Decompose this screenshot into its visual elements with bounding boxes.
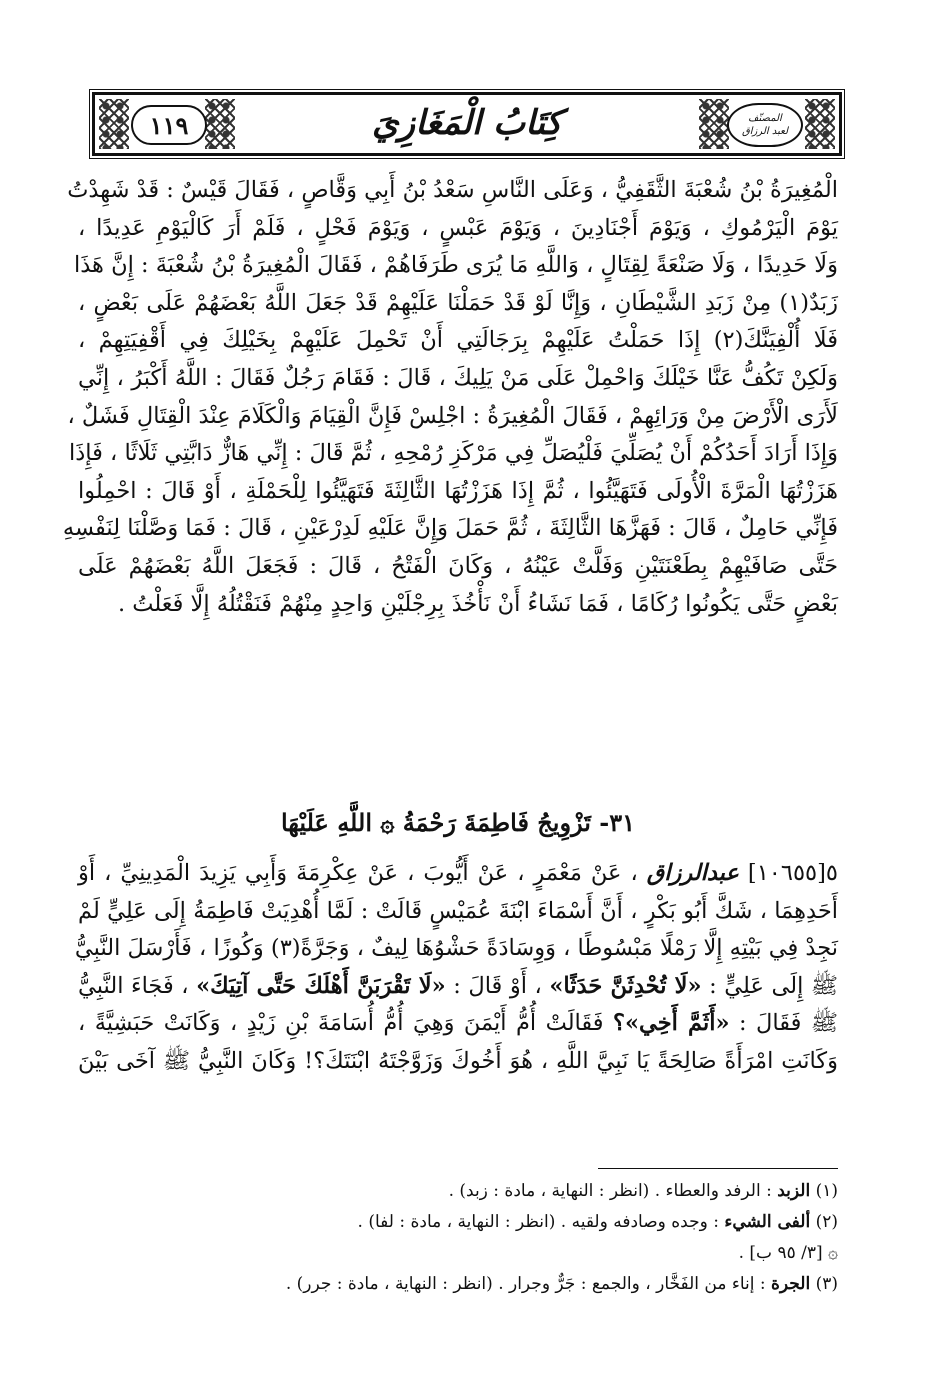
page-number: ١١٩ xyxy=(131,105,207,145)
footnote-term: ألفى الشيء xyxy=(724,1212,811,1232)
text-line: يَوْمَ الْيَرْمُوكِ ، وَيَوْمَ أَجْنَادِينَ ، وَيَوْمَ عَبْسٍ ، وَيَوْمَ فَحْلٍ ، فَلَمْ أَرَ كَالْيَوْمِ عَدِيدًا ، xyxy=(78,214,838,241)
footnote-term: الجرة xyxy=(771,1274,811,1294)
text-line: لَأَرَى الْأَرْضَ مِنْ وَرَائِهِمْ ، فَقَالَ الْمُغِيرَةُ : اجْلِسْ فَإِنَّ الْقِيَامَ وَالْكَلَامَ عِنْدَ الْقِتَالِ فَشَلٌ ، xyxy=(67,402,838,429)
text-line: بَعْضٍ حَتَّى يَكُونُوا رُكَامًا ، فَمَا نَشَاءُ أَنْ نَأْخُذَ بِرِجْلَيْنِ وَاحِدٍ مِنْهُمْ فَنَقْتُلُهُ إِلَّا فَعَلْتُ . xyxy=(117,590,838,617)
hadith-number: ٥[١٠٦٥٥] xyxy=(747,860,839,886)
text-line xyxy=(78,855,838,893)
prophetic-quote: «لَا تَقْرَبَنَّ أَهْلَكَ حَتَّى آتِيَكَ» xyxy=(196,972,446,999)
book-title: كِتَابُ الْمَغَازِيَ xyxy=(372,103,562,143)
footnote-divider xyxy=(598,1168,838,1169)
text-segment: ﷺ فَقَالَ : xyxy=(739,1010,839,1037)
manuscript-reference: ۞ [٣/ ٩٥ ب] . xyxy=(738,1243,838,1263)
text-line xyxy=(78,1005,838,1043)
header-ornament-left-inner xyxy=(205,99,235,149)
text-line: أَحَدِهِمَا ، شَكَّ أَبُو بَكْرٍ ، أَنَّ أَسْمَاءَ ابْنَةَ عُمَيْسٍ قَالَتْ : لَمَّا أُهْدِيَتْ فَاطِمَةُ إِلَى عَلِيٍّ لَمْ xyxy=(78,897,838,924)
text-line: وَإِذَا أَرَادَ أَحَدُكُمْ أَنْ يُصَلِّيَ فَلْيُصَلِّ فِي مَرْكَزِ رُمْحِهِ ، ثُمَّ قَالَ : إِنِّي هَازٌّ دَابَّتِي ثَلَاثًا ، فَإِذَا xyxy=(69,440,838,467)
logo-line-1: المصنّف xyxy=(748,113,782,124)
text-line: فَلَا أُلْفِيَنَّكَ(٢) إِذَا حَمَلْتُ عَلَيْهِمْ بِرَجَالَتِي أَنْ تَحْمِلَ عَلَيْهِمْ بِخَيْلِكَ فِي أَقْفِيَتِهِمْ ، xyxy=(78,327,838,354)
footnote-term: الزبد xyxy=(777,1181,811,1201)
text-line xyxy=(78,968,838,1006)
prophetic-quote: «أَثَمَّ أَخِي»؟ xyxy=(613,1010,730,1037)
paragraph-main xyxy=(62,172,838,623)
footnote-text: : وجده وصادفه ولقيه . (انظر : النهاية ، مادة : لفا) . xyxy=(357,1212,719,1232)
footnote-3 xyxy=(78,1269,838,1300)
book-logo xyxy=(727,103,803,147)
footnote-text: : الرفد والعطاء . (انظر : النهاية ، مادة : زبد) . xyxy=(448,1181,772,1201)
footnote-number: (٢) xyxy=(815,1212,838,1232)
text-line: وَلَكِنْ تَكُفُّ عَنَّا خَيْلَكَ وَاحْمِلْ عَلَى مَنْ يَلِيكَ ، قَالَ : فَقَامَ رَجُلٌ فَقَالَ : اللَّهُ أَكْبَرُ ، إِنِّي xyxy=(78,364,838,391)
footnote-1 xyxy=(78,1176,838,1207)
narrator-name: عبدالرزاق xyxy=(646,860,739,886)
footnote-number: (١) xyxy=(815,1181,838,1201)
page-header xyxy=(92,92,842,156)
logo-line-2: لعبد الرزاق xyxy=(741,126,789,137)
text-line: الْمُغِيرَةُ بْنُ شُعْبَةَ الثَّقَفِيُّ ، وَعَلَى النَّاسِ سَعْدُ بْنُ أَبِي وَقَّاصٍ ، فَقَالَ قَيْسٌ : قَدْ شَهِدْتُ xyxy=(67,177,838,203)
footnote-2 xyxy=(78,1207,838,1238)
section-heading: ٣١- تَزْوِيجُ فَاطِمَةَ رَحْمَةُ ۞ اللَّهِ عَلَيْهَا xyxy=(280,808,636,837)
footnote-text: : إناء من الفَخَّار ، والجمع : جَرٌّ وجرار . (انظر : النهاية ، مادة : جرر) . xyxy=(285,1274,766,1294)
text-line: فَإِنِّي حَامِلٌ ، قَالَ : فَهَزَّهَا الثَّالِثَةَ ، ثُمَّ حَمَلَ وَإِنَّ عَلَيْهِ لَدِرْعَيْنِ ، قَالَ : فَمَا وَصَّلْنَا لِنَفْسِهِ xyxy=(62,515,838,542)
text-line: هَزَزْتُهَا الْمَرَّةَ الْأُولَى فَتَهَيَّئُوا ، ثُمَّ إِذَا هَزَزْتُهَا الثَّالِثَةَ فَتَهَيَّئُوا لِلْحَمْلَةِ ، أَوْ قَالَ : احْمِلُوا xyxy=(78,477,838,504)
header-ornament-right xyxy=(805,99,835,149)
text-line: زَبَدٌ(١) مِنْ زَبَدِ الشَّيْطَانِ ، وَإِنَّا لَوْ قَدْ حَمَلْنَا عَلَيْهِمْ قَدْ جَعَلَ اللَّهُ بَعْضَهُمْ عَلَى بَعْضٍ ، xyxy=(78,289,838,316)
footnote-number: (٣) xyxy=(815,1274,838,1294)
header-ornament-left xyxy=(99,99,129,149)
text-line: وَكَانَتِ امْرَأَةً صَالِحَةً يَا نَبِيَّ اللَّهِ ، هُوَ أَخُوكَ وَزَوَّجْتَهُ ابْنَتَكَ؟! وَكَانَ النَّبِيُّ ﷺ آخَى بَيْنَ xyxy=(78,1047,838,1074)
prophetic-quote: «لَا تُحْدِثَنَّ حَدَثًا» xyxy=(549,972,702,999)
header-ornament-right-inner xyxy=(699,99,729,149)
text-line: نَجِدْ فِي بَيْتِهِ إِلَّا رَمْلًا مَبْسُوطًا ، وَوِسَادَةً حَشْوُهَا لِيفٌ ، وَجَرَّةً(٣) وَكُوزًا ، فَأَرْسَلَ النَّبِيُّ xyxy=(74,935,838,962)
text-line: وَلَا حَدِيدًا ، وَلَا صَنْعَةً لِقِتَالٍ ، وَاللَّهِ مَا يُرَى طَرَفَاهُمْ ، فَقَالَ الْمُغِيرَةُ بْنُ شُعْبَةَ : إِنَّ هَذَا xyxy=(74,252,838,279)
text-segment: ﷺ إِلَى عَلِيٍّ : xyxy=(709,972,839,999)
text-segment: ، عَنْ مَعْمَرٍ ، عَنْ أَيُّوبَ ، عَنْ عِكْرِمَةَ وَأَبِي يَزِيدَ الْمَدِينِيِّ ، أَوْ xyxy=(78,860,638,886)
paragraph-hadith xyxy=(74,855,839,1081)
text-segment: ، أَوْ قَالَ : xyxy=(453,972,542,999)
text-segment: فَقَالَتْ أُمُّ أَيْمَنَ وَهِيَ أُمُّ أُسَامَةَ بْنِ زَيْدٍ ، وَكَانَتْ حَبَشِيَّةً ، xyxy=(78,1010,604,1037)
text-segment: ، فَجَاءَ النَّبِيُّ xyxy=(78,972,189,999)
text-line: حَتَّى صَافَيْهِمْ بِطَعْنَتَيْنِ وَفَلَّتْ عَيْنُهُ ، وَكَانَ الْفَتْحُ ، قَالَ : فَجَعَلَ اللَّهُ بَعْضَهُمْ عَلَى xyxy=(78,552,838,579)
footnotes xyxy=(78,1176,838,1300)
